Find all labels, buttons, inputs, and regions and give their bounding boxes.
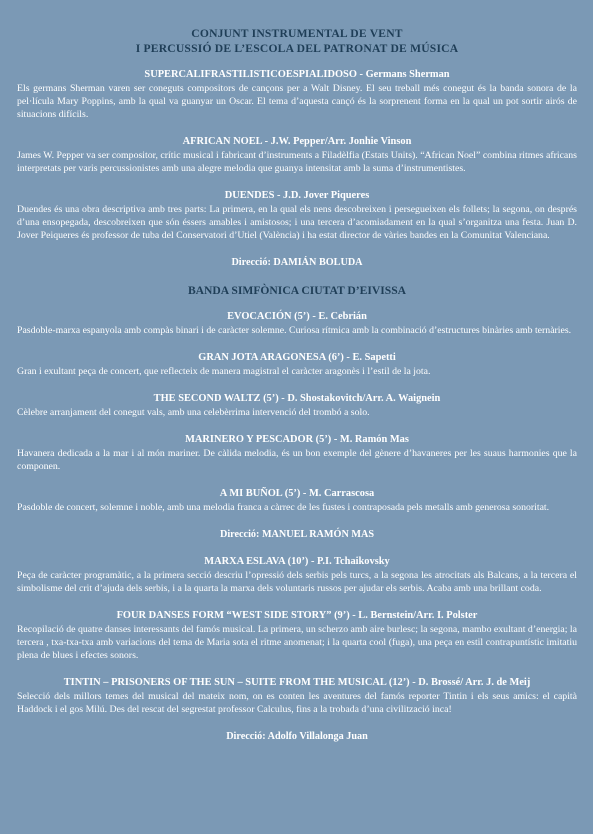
piece-title: DUENDES - J.D. Jover Piqueres xyxy=(224,190,370,201)
piece-description: Pasdoble-marxa espanyola amb compàs binari i de caràcter solemne. Curiosa rítmica amb la combinació d’estructures binàries amb ternàries. xyxy=(17,325,572,336)
piece-evocacion xyxy=(17,310,577,337)
program-header xyxy=(17,26,577,56)
director-credit: Direcció: MANUEL RAMÓN MAS xyxy=(219,529,374,540)
piece-description: James W. Pepper va ser compositor, crític musical i fabricant d’instruments a Filadèlfia (Estats Units). “African Noel” combina ritmes africans interpretats per varis percussionistes amb una alegre melodia que guanya intensitat amb la suma d’instrumentistes. xyxy=(17,150,577,174)
piece-description: Selecció dels millors temes del musical del mateix nom, on es conten les aventures del famós reporter Tintin i els seus amics: el capità Haddock i el gos Milú. Des del rescat del segrestat professor Calculus, fins a la trobada d’una civilització inca! xyxy=(17,691,577,715)
piece-title: MARXA ESLAVA (10’) - P.I. Tchaikovsky xyxy=(204,556,390,567)
piece-supercalifragilistic xyxy=(17,68,577,121)
band-title: BANDA SIMFÒNICA CIUTAT D’EIVISSA xyxy=(187,284,407,297)
piece-title: SUPERCALIFRASTILISTICOESPIALIDOSO - Germans Sherman xyxy=(144,69,450,80)
piece-title: EVOCACIÓN (5’) - E. Cebrián xyxy=(227,311,367,322)
piece-tintin xyxy=(17,676,577,716)
piece-title: TINTIN – PRISONERS OF THE SUN – SUITE FROM THE MUSICAL (12’) - D. Brossé/ Arr. J. de Meij xyxy=(63,677,531,688)
piece-description: Cèlebre arranjament del conegut vals, amb una celebèrrima intervenció del trombó a solo. xyxy=(17,407,370,418)
piece-title: THE SECOND WALTZ (5’) - D. Shostakovitch/Arr. A. Waignein xyxy=(153,393,441,404)
director-credit: Direcció: Adolfo Villalonga Juan xyxy=(226,731,368,742)
director-credit: Direcció: DAMIÁN BOLUDA xyxy=(231,257,363,268)
piece-description: Havanera dedicada a la mar i al món mariner. De càlida melodia, és un bon exemple del gènere d’havaneres per les suaus harmonies que la componen. xyxy=(17,448,577,472)
piece-a-mi-bunol xyxy=(17,487,577,514)
piece-title: GRAN JOTA ARAGONESA (6’) - E. Sapetti xyxy=(198,352,396,363)
piece-description: Gran i exultant peça de concert, que reflecteix de manera magistral el caràcter aragonès i l’estil de la jota. xyxy=(17,366,431,377)
piece-marinero-y-pescador xyxy=(17,433,577,473)
header-line-2: I PERCUSSIÓ DE L’ESCOLA DEL PATRONAT DE MÚSICA xyxy=(135,42,459,55)
piece-title: FOUR DANSES FORM “WEST SIDE STORY” (9’) - L. Bernstein/Arr. I. Polster xyxy=(116,610,478,621)
header-line-1: CONJUNT INSTRUMENTAL DE VENT xyxy=(191,27,403,40)
piece-description: Pasdoble de concert, solemne i noble, amb una melodia franca a càrrec de les fustes i contraposada pels metalls amb generosa sonoritat. xyxy=(17,502,550,513)
piece-title: MARINERO Y PESCADOR (5’) - M. Ramón Mas xyxy=(185,434,409,445)
piece-west-side-story xyxy=(17,609,577,662)
piece-description: Recopilació de quatre danses interessants del famós musical. La primera, un scherzo amb aire burlesc; la segona, mambo exultant d’energia; la tercera , txa-txa-txa amb variacions del tema de Maria sota el ritme anomenat; i la quarta cool (fuga), una peça en estil contrapuntístic imitatiu plena de blues i efectes sonors. xyxy=(17,624,577,661)
piece-description: Duendes és una obra descriptiva amb tres parts: La primera, en la qual els nens descobreixen i persegueixen els follets; la segona, on després d’una ensopegada, descobreixen que són éssers amables i amistosos; i una tercera d’acomiadament en la qual s’organitza una festa. Juan D. Jover Peiqueres és professor de tuba del Conservatori d’Utiel (València) i ha estat director de vàries bandes en la Comunitat Valenciana. xyxy=(17,204,577,241)
piece-african-noel xyxy=(17,135,577,175)
piece-title: A MI BUÑOL (5’) - M. Carrascosa xyxy=(219,488,375,499)
piece-marxa-eslava xyxy=(17,555,577,595)
piece-second-waltz xyxy=(17,392,577,419)
piece-title: AFRICAN NOEL - J.W. Pepper/Arr. Jonhie Vinson xyxy=(182,136,412,147)
piece-gran-jota-aragonesa xyxy=(17,351,577,378)
piece-duendes xyxy=(17,189,577,242)
piece-description: Els germans Sherman varen ser coneguts compositors de cançons per a Walt Disney. El seu treball més conegut és la banda sonora de la pel·lícula Mary Poppins, amb la qual va guanyar un Oscar. El tema d’aquesta cançó és la sorprenent forma en la qual un pot sortir airós de situacions difícils. xyxy=(17,83,577,120)
piece-description: Peça de caràcter programàtic, a la primera secció descriu l’opressió dels serbis pels turcs, a la segona les atrocitats als Balcans, a la tercera el simbolisme del crit d’ajuda dels serbis, i a la quarta la marxa dels voluntaris russos per ajudar els serbis. Acaba amb una brillant coda. xyxy=(17,570,577,594)
